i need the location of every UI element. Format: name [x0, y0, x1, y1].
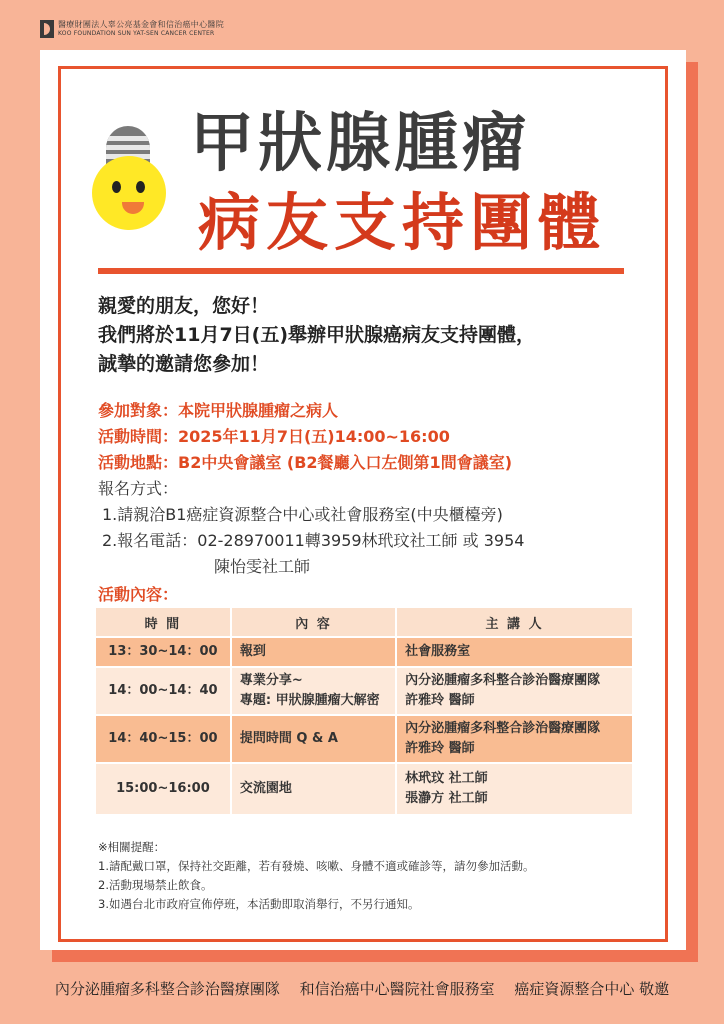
row-speaker [397, 716, 632, 762]
right-eye [136, 181, 145, 193]
table-row [96, 764, 632, 814]
greeting-line: 我們將於11月7日(五)舉辦甲狀腺癌病友支持團體， [98, 324, 536, 346]
content-line: 提問時間 Q & A [239, 731, 338, 746]
content-line: 專題: 甲狀腺腫瘤大解密 [239, 693, 380, 708]
greeting-line: 誠摯的邀請您參加！ [98, 353, 270, 375]
row-speaker [397, 668, 632, 714]
target-row [98, 398, 658, 424]
left-eye [112, 181, 121, 193]
speaker-line: 社會服務室 [405, 644, 471, 659]
org-name-zh: 醫療財團法人辜公亮基金會和信治癌中心醫院 [58, 20, 224, 29]
title-line-1: 甲狀腺腫瘤 [190, 107, 530, 181]
note-item: 1.請配戴口罩，保持社交距離，若有發燒、咳嗽、身體不適或確診等，請勿參加活動。 [98, 859, 535, 873]
table-row [96, 668, 632, 714]
register-option-2: 2.報名電話：02-28970011轉3959林玳玟社工師 或 3954 [102, 531, 525, 550]
header-time: 時 間 [96, 608, 230, 636]
row-speaker [397, 764, 632, 814]
event-info [98, 398, 658, 608]
greeting [98, 292, 638, 379]
table-row [96, 716, 632, 762]
org-header [40, 18, 224, 40]
row-content [232, 764, 395, 814]
time-label: 活動時間： [98, 427, 179, 446]
place-value: B2中央會議室 (B2餐廳入口左側第1間會議室) [178, 453, 513, 472]
table-row [96, 638, 632, 666]
speaker-line: 內分泌腫瘤多科整合診治醫療團隊 [405, 721, 601, 736]
register-label: 報名方式： [98, 479, 179, 498]
table-header-row [96, 608, 632, 636]
greeting-line: 親愛的朋友，您好！ [98, 295, 270, 317]
title-line-2: 病友支持團體 [198, 186, 607, 259]
note-item: 2.活動現場禁止飲食。 [98, 878, 213, 892]
register-option-2-cont: 陳怡雯社工師 [214, 557, 311, 576]
title-divider [98, 268, 624, 274]
speaker-line: 許雅玲 醫師 [405, 693, 475, 708]
row-speaker [397, 638, 632, 666]
row-time: 14：00~14：40 [96, 668, 230, 714]
time-value: 2025年11月7日(五)14:00~16:00 [178, 427, 450, 446]
row-content [232, 638, 395, 666]
footer-hosts: 內分泌腫瘤多科整合診治醫療團隊 和信治癌中心醫院社會服務室 癌症資源整合中心 敬邀 [54, 980, 670, 998]
row-content [232, 668, 395, 714]
content-line: 報到 [239, 644, 266, 659]
row-content [232, 716, 395, 762]
notes-heading: ※相關提醒： [98, 840, 166, 854]
row-time: 13：30~14：00 [96, 638, 230, 666]
content-line: 交流園地 [239, 781, 292, 796]
register-option-1: 1.請親洽B1癌症資源整合中心或社會服務室(中央櫃檯旁) [102, 505, 503, 524]
header-content: 內 容 [232, 608, 395, 636]
place-row [98, 450, 658, 476]
target-value: 本院甲狀腺腫瘤之病人 [178, 401, 339, 420]
content-line: 專業分享~ [239, 673, 303, 688]
time-row [98, 424, 658, 450]
note-item: 3.如遇台北市政府宣佈停班，本活動即取消舉行，不另行通知。 [98, 897, 420, 911]
content-label: 活動內容： [98, 585, 179, 604]
org-name-en: KOO FOUNDATION SUN YAT-SEN CANCER CENTER [58, 30, 215, 37]
speaker-line: 許雅玲 醫師 [405, 741, 475, 756]
place-label: 活動地點： [98, 453, 179, 472]
bulb-head [92, 156, 166, 230]
schedule-table [94, 606, 634, 816]
row-time: 14：40~15：00 [96, 716, 230, 762]
koo-foundation-logo-icon [40, 20, 54, 38]
target-label: 參加對象： [98, 401, 179, 420]
lightbulb-chick-icon [88, 126, 168, 246]
speaker-line: 林玳玟 社工師 [405, 771, 488, 786]
reminder-notes [98, 838, 658, 914]
header-speaker: 主 講 人 [397, 608, 632, 636]
speaker-line: 張瀞方 社工師 [405, 791, 488, 806]
row-time: 15:00~16:00 [96, 764, 230, 814]
speaker-line: 內分泌腫瘤多科整合診治醫療團隊 [405, 673, 601, 688]
